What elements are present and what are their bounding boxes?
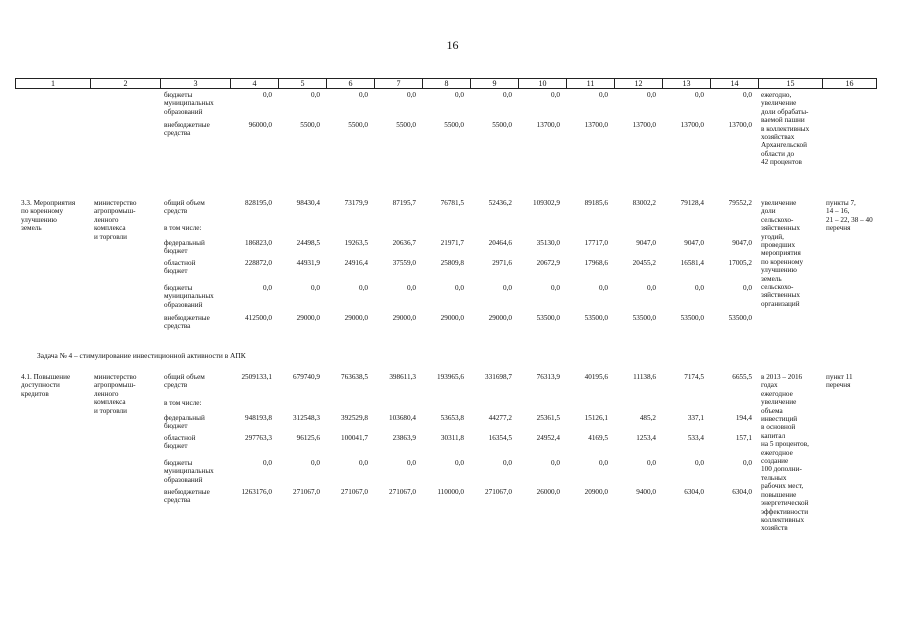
- block41-row-value: 0,0: [647, 459, 656, 467]
- block33-row-value: 79128,4: [680, 199, 704, 207]
- block33-row-value: 20636,7: [392, 239, 416, 247]
- block33-row-value: 79552,2: [728, 199, 752, 207]
- cont-row-value: 0,0: [647, 91, 656, 99]
- block41-row-value: 40195,6: [584, 373, 608, 381]
- task-heading: Задача № 4 – стимулирование инвестиционной активности в АПК: [37, 351, 246, 360]
- block33-row-value: 29000,0: [296, 314, 320, 322]
- block41-row-value: 76313,9: [536, 373, 560, 381]
- block33-row-value: 24498,5: [296, 239, 320, 247]
- block41-row-value: 0,0: [407, 459, 416, 467]
- block33-row-value: 53500,0: [680, 314, 704, 322]
- block33-row-value: 25809,8: [440, 259, 464, 267]
- executor: министерство агропромыш- ленного комплекса и торговли: [94, 373, 137, 415]
- measure-name: 3.3. Мероприятия по коренному улучшению земель: [21, 199, 76, 233]
- cont-row-value: 0,0: [743, 91, 752, 99]
- block41-row-value: 0,0: [503, 459, 512, 467]
- program-points: пункты 7, 14 – 16, 21 – 22, 38 – 40 перечня: [826, 199, 873, 233]
- block33-row-value: 0,0: [359, 284, 368, 292]
- row-label: внебюджетные средства: [164, 121, 210, 138]
- block41-row-value: 0,0: [311, 459, 320, 467]
- block41-row-value: 30311,8: [440, 434, 464, 442]
- block33-row-value: 228872,0: [245, 259, 272, 267]
- block33-row-value: 0,0: [599, 284, 608, 292]
- block33-row-value: 17005,2: [728, 259, 752, 267]
- page-number: 16: [446, 38, 459, 52]
- block41-row-value: 157,1: [735, 434, 752, 442]
- block33-row-value: 53500,0: [536, 314, 560, 322]
- cont-row-value: 5500,0: [492, 121, 512, 129]
- row-label: областной бюджет: [164, 259, 196, 276]
- header-col-2: 2: [91, 79, 161, 89]
- cont-row-value: 0,0: [455, 91, 464, 99]
- row-label: федеральный бюджет: [164, 414, 205, 431]
- block41-row-value: 312548,3: [293, 414, 320, 422]
- block33-row-value: 29000,0: [440, 314, 464, 322]
- block41-row-value: 9400,0: [636, 488, 656, 496]
- block33-row-value: 37559,0: [392, 259, 416, 267]
- block41-row-value: 271067,0: [485, 488, 512, 496]
- block33-row-value: 109302,9: [533, 199, 560, 207]
- cont-row-value: 0,0: [359, 91, 368, 99]
- row-label: общий объем средств: [164, 373, 205, 390]
- block33-row-value: 73179,9: [344, 199, 368, 207]
- block33-row-value: 20464,6: [488, 239, 512, 247]
- column-number-header: [15, 78, 877, 89]
- block41-row-value: 763638,5: [341, 373, 368, 381]
- block41-row-value: 25361,5: [536, 414, 560, 422]
- block41-row-value: 15126,1: [584, 414, 608, 422]
- cont-row-value: 5500,0: [396, 121, 416, 129]
- block41-row-value: 26000,0: [536, 488, 560, 496]
- block33-row-value: 0,0: [311, 284, 320, 292]
- block41-row-value: 7174,5: [684, 373, 704, 381]
- header-col-12: 12: [615, 79, 663, 89]
- cont-row-value: 0,0: [695, 91, 704, 99]
- row-label: в том числе:: [164, 399, 202, 407]
- block41-row-value: 6304,0: [684, 488, 704, 496]
- cont-row-value: 0,0: [599, 91, 608, 99]
- block41-row-value: 0,0: [455, 459, 464, 467]
- program-points: пункт 11 перечня: [826, 373, 853, 390]
- block33-row-value: 0,0: [407, 284, 416, 292]
- cont-row-value: 5500,0: [348, 121, 368, 129]
- block41-row-value: 2509133,1: [241, 373, 272, 381]
- block41-row-value: 331698,7: [485, 373, 512, 381]
- block33-row-value: 83002,2: [632, 199, 656, 207]
- block41-row-value: 392529,8: [341, 414, 368, 422]
- block41-row-value: 53653,8: [440, 414, 464, 422]
- block33-row-value: 828195,0: [245, 199, 272, 207]
- row-label: бюджеты муниципальных образований: [164, 459, 214, 484]
- cont-row-value: 0,0: [263, 91, 272, 99]
- block41-row-value: 194,4: [735, 414, 752, 422]
- block41-row-value: 6655,5: [732, 373, 752, 381]
- block33-row-value: 29000,0: [344, 314, 368, 322]
- expected-result: увеличение доли сельскохо- зяйственных угодий, проведших мероприятия по коренному улучшению земель сельскохо- зяйственных организаций: [761, 199, 804, 308]
- block41-row-value: 0,0: [743, 459, 752, 467]
- cont-row-value: 13700,0: [584, 121, 608, 129]
- block33-row-value: 29000,0: [488, 314, 512, 322]
- block41-row-value: 4169,5: [588, 434, 608, 442]
- block41-row-value: 0,0: [263, 459, 272, 467]
- block33-row-value: 0,0: [695, 284, 704, 292]
- block33-row-value: 98430,4: [296, 199, 320, 207]
- expected-result: в 2013 – 2016 годах ежегодное увеличение объема инвестиций в основной капитал на 5 процентов, ежегодное создание 100 дополни- тельных рабочих мест, повышение энергетической эффективности коллективных хозяйств: [761, 373, 809, 533]
- header-col-9: 9: [471, 79, 519, 89]
- block41-row-value: 271067,0: [389, 488, 416, 496]
- block41-row-value: 24952,4: [536, 434, 560, 442]
- row-label: в том числе:: [164, 224, 202, 232]
- header-col-14: 14: [711, 79, 759, 89]
- block33-row-value: 2971,6: [492, 259, 512, 267]
- header-col-10: 10: [519, 79, 567, 89]
- block41-row-value: 0,0: [551, 459, 560, 467]
- cont-row-value: 5500,0: [300, 121, 320, 129]
- block33-row-value: 0,0: [551, 284, 560, 292]
- block33-row-value: 16581,4: [680, 259, 704, 267]
- block33-row-value: 24916,4: [344, 259, 368, 267]
- block33-row-value: 19263,5: [344, 239, 368, 247]
- block41-row-value: 1263176,0: [241, 488, 272, 496]
- row-label: внебюджетные средства: [164, 314, 210, 331]
- block41-row-value: 297763,3: [245, 434, 272, 442]
- row-label: внебюджетные средства: [164, 488, 210, 505]
- cont-row-value: 5500,0: [444, 121, 464, 129]
- header-col-13: 13: [663, 79, 711, 89]
- block33-row-value: 412500,0: [245, 314, 272, 322]
- block41-row-value: 103680,4: [389, 414, 416, 422]
- block41-row-value: 20900,0: [584, 488, 608, 496]
- block41-row-value: 271067,0: [293, 488, 320, 496]
- row-label: бюджеты муниципальных образований: [164, 91, 214, 116]
- block41-row-value: 485,2: [639, 414, 656, 422]
- header-col-15: 15: [759, 79, 823, 89]
- block41-row-value: 533,4: [687, 434, 704, 442]
- block33-row-value: 20672,9: [536, 259, 560, 267]
- block33-row-value: 186823,0: [245, 239, 272, 247]
- block33-row-value: 17717,0: [584, 239, 608, 247]
- block33-row-value: 21971,7: [440, 239, 464, 247]
- cont-row-value: 0,0: [551, 91, 560, 99]
- block33-row-value: 9047,0: [636, 239, 656, 247]
- row-label: областной бюджет: [164, 434, 196, 451]
- cont-row-value: 13700,0: [728, 121, 752, 129]
- block33-row-value: 17968,6: [584, 259, 608, 267]
- block41-row-value: 193965,6: [437, 373, 464, 381]
- block41-row-value: 0,0: [599, 459, 608, 467]
- executor: министерство агропромыш- ленного комплекса и торговли: [94, 199, 137, 241]
- block41-row-value: 6304,0: [732, 488, 752, 496]
- header-col-16: 16: [823, 79, 877, 89]
- block33-row-value: 9047,0: [684, 239, 704, 247]
- cont-row-value: 13700,0: [680, 121, 704, 129]
- header-col-8: 8: [423, 79, 471, 89]
- block33-row-value: 9047,0: [732, 239, 752, 247]
- block33-row-value: 76781,5: [440, 199, 464, 207]
- cont-row-value: 0,0: [503, 91, 512, 99]
- block33-row-value: 0,0: [455, 284, 464, 292]
- block41-row-value: 11138,6: [633, 373, 656, 381]
- block33-row-value: 35130,0: [536, 239, 560, 247]
- header-col-6: 6: [327, 79, 375, 89]
- row-label: общий объем средств: [164, 199, 205, 216]
- block41-row-value: 271067,0: [341, 488, 368, 496]
- block33-row-value: 20455,2: [632, 259, 656, 267]
- block33-row-value: 87195,7: [392, 199, 416, 207]
- table-body: [15, 89, 872, 589]
- block41-row-value: 110000,0: [437, 488, 464, 496]
- cont-row-value: 0,0: [407, 91, 416, 99]
- block33-row-value: 52436,2: [488, 199, 512, 207]
- header-col-1: 1: [16, 79, 91, 89]
- block41-row-value: 100041,7: [341, 434, 368, 442]
- block41-row-value: 337,1: [687, 414, 704, 422]
- block41-row-value: 16354,5: [488, 434, 512, 442]
- program-table: [15, 78, 872, 589]
- block41-row-value: 679740,9: [293, 373, 320, 381]
- block41-row-value: 96125,6: [296, 434, 320, 442]
- block41-row-value: 0,0: [695, 459, 704, 467]
- header-col-11: 11: [567, 79, 615, 89]
- block33-row-value: 53500,0: [632, 314, 656, 322]
- cont-row-value: 13700,0: [632, 121, 656, 129]
- header-col-7: 7: [375, 79, 423, 89]
- block33-row-value: 0,0: [647, 284, 656, 292]
- cont-row-value: 96000,0: [248, 121, 272, 129]
- block33-row-value: 53500,0: [584, 314, 608, 322]
- block33-row-value: 0,0: [743, 284, 752, 292]
- header-col-4: 4: [231, 79, 279, 89]
- block33-row-value: 53500,0: [728, 314, 752, 322]
- block33-row-value: 89185,6: [584, 199, 608, 207]
- block41-row-value: 23863,9: [392, 434, 416, 442]
- block41-row-value: 0,0: [359, 459, 368, 467]
- block33-row-value: 29000,0: [392, 314, 416, 322]
- expected-result: ежегодно, увеличение доли обрабаты- ваемой пашни в коллективных хозяйствах Архангельской области до 42 процентов: [761, 91, 810, 167]
- block33-row-value: 0,0: [503, 284, 512, 292]
- cont-row-value: 13700,0: [536, 121, 560, 129]
- block41-row-value: 948193,8: [245, 414, 272, 422]
- block33-row-value: 0,0: [263, 284, 272, 292]
- block41-row-value: 1253,4: [636, 434, 656, 442]
- cont-row-value: 0,0: [311, 91, 320, 99]
- block41-row-value: 44277,2: [488, 414, 512, 422]
- row-label: федеральный бюджет: [164, 239, 205, 256]
- row-label: бюджеты муниципальных образований: [164, 284, 214, 309]
- header-col-5: 5: [279, 79, 327, 89]
- measure-name: 4.1. Повышение доступности кредитов: [21, 373, 71, 398]
- block41-row-value: 398611,3: [389, 373, 416, 381]
- header-col-3: 3: [161, 79, 231, 89]
- block33-row-value: 44931,9: [296, 259, 320, 267]
